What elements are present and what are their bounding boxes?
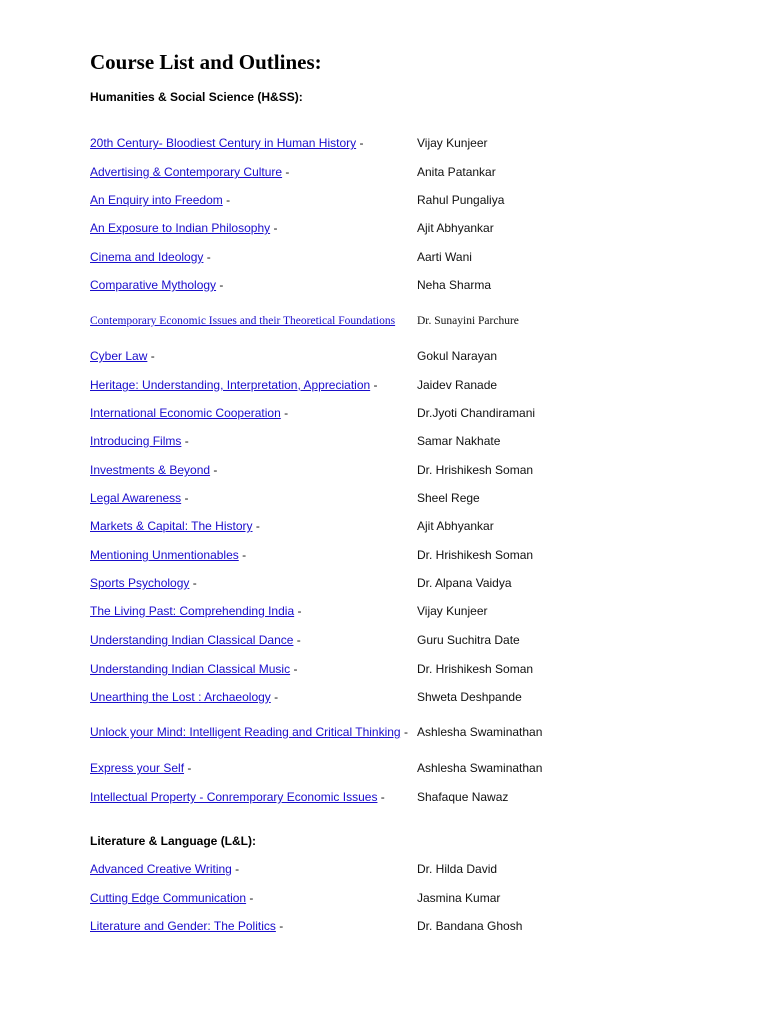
course-link[interactable]: Sports Psychology	[90, 576, 190, 590]
instructor-name: Ajit Abhyankar	[417, 221, 494, 235]
course-separator: -	[238, 548, 247, 562]
instructor-name: Dr. Bandana Ghosh	[417, 919, 523, 933]
course-link[interactable]: The Living Past: Comprehending India	[90, 604, 295, 618]
course-row	[90, 270, 730, 300]
instructor-name: Dr. Alpana Vaidya	[417, 576, 512, 590]
course-separator: -	[189, 576, 197, 590]
instructor-name: Gokul Narayan	[417, 349, 498, 363]
instructor-name: Dr. Hrishikesh Soman	[417, 662, 534, 676]
instructor-name: Dr.Jyoti Chandiramani	[417, 406, 536, 420]
course-row	[90, 213, 730, 243]
course-separator: -	[400, 725, 408, 739]
instructor-name: Dr. Sunayini Parchure	[417, 315, 519, 327]
course-link[interactable]: Introducing Films	[90, 434, 182, 448]
course-cell	[90, 919, 417, 933]
course-cell	[90, 862, 417, 876]
instructor-name: Vijay Kunjeer	[417, 136, 488, 150]
course-cell	[90, 633, 417, 647]
course-link[interactable]: Cutting Edge Communication	[90, 891, 247, 905]
course-row	[90, 568, 730, 598]
course-link[interactable]: Mentioning Unmentionables	[90, 548, 239, 562]
instructor-name: Vijay Kunjeer	[417, 604, 488, 618]
course-row	[90, 883, 730, 913]
course-link[interactable]: Contemporary Economic Issues and their Theoretical Foundations	[90, 315, 396, 327]
course-link[interactable]: Unearthing the Lost : Archaeology	[90, 690, 271, 704]
course-link[interactable]: Unlock your Mind: Intelligent Reading and Critical Thinking	[90, 725, 401, 739]
instructor-name: Rahul Pungaliya	[417, 193, 505, 207]
course-cell	[90, 165, 417, 179]
course-row	[90, 753, 730, 783]
course-separator: -	[246, 891, 254, 905]
course-cell	[90, 314, 417, 328]
course-cell	[90, 761, 417, 775]
course-separator: -	[377, 790, 385, 804]
course-link[interactable]: Cyber Law	[90, 349, 148, 363]
course-separator: -	[293, 633, 301, 647]
instructor-name: Anita Patankar	[417, 165, 496, 179]
instructor-name: Ajit Abhyankar	[417, 519, 494, 533]
course-cell	[90, 604, 417, 618]
instructor-name: Jasmina Kumar	[417, 891, 501, 905]
course-row	[90, 782, 730, 812]
course-cell	[90, 193, 417, 207]
course-row	[90, 242, 730, 272]
course-separator: -	[270, 221, 278, 235]
course-cell	[90, 548, 417, 562]
course-link[interactable]: An Enquiry into Freedom	[90, 193, 223, 207]
course-row	[90, 682, 730, 712]
course-cell	[90, 378, 417, 392]
instructor-name: Sheel Rege	[417, 491, 480, 505]
instructor-name: Jaidev Ranade	[417, 378, 498, 392]
course-separator: -	[203, 250, 211, 264]
course-separator: -	[294, 604, 302, 618]
course-separator: -	[231, 862, 240, 876]
course-link[interactable]: 20th Century- Bloodiest Century in Human History	[90, 136, 357, 150]
course-link[interactable]: International Economic Cooperation	[90, 406, 281, 420]
course-cell	[90, 662, 417, 676]
course-row	[90, 625, 730, 655]
course-cell	[90, 891, 417, 905]
course-separator: -	[181, 491, 189, 505]
course-separator: -	[252, 519, 260, 533]
course-link[interactable]: Literature and Gender: The Politics	[90, 919, 276, 933]
course-link[interactable]: Cinema and Ideology	[90, 250, 204, 264]
course-link[interactable]: Understanding Indian Classical Dance	[90, 633, 294, 647]
course-link[interactable]: Comparative Mythology	[90, 278, 217, 292]
instructor-name: Ashlesha Swaminathan	[417, 761, 543, 775]
course-separator: -	[210, 463, 218, 477]
course-row	[90, 398, 730, 428]
course-link[interactable]: Understanding Indian Classical Music	[90, 662, 291, 676]
course-row	[90, 455, 730, 485]
instructor-name: Shafaque Nawaz	[417, 790, 509, 804]
course-cell	[90, 406, 417, 420]
course-link[interactable]: Express your Self	[90, 761, 185, 775]
course-separator: -	[282, 165, 290, 179]
course-row	[90, 306, 730, 336]
course-row	[90, 341, 730, 371]
course-link[interactable]: Legal Awareness	[90, 491, 182, 505]
course-row	[90, 911, 730, 941]
section-heading-ll: Literature & Language (L&L):	[90, 834, 257, 848]
course-link[interactable]: Intellectual Property - Conremporary Economic Issues	[90, 790, 378, 804]
course-link[interactable]: Advertising & Contemporary Culture	[90, 165, 283, 179]
course-cell	[90, 519, 417, 533]
course-link[interactable]: Markets & Capital: The History	[90, 519, 253, 533]
page-title: Course List and Outlines:	[90, 50, 322, 74]
course-link[interactable]: Investments & Beyond	[90, 463, 211, 477]
course-separator: -	[356, 136, 364, 150]
section-heading-hss: Humanities & Social Science (H&SS):	[90, 90, 303, 104]
instructor-name: Dr. Hrishikesh Soman	[417, 463, 534, 477]
course-separator: -	[280, 406, 289, 420]
instructor-name: Neha Sharma	[417, 278, 492, 292]
course-cell	[90, 491, 417, 505]
course-separator: -	[181, 434, 189, 448]
course-row	[90, 596, 730, 626]
course-separator: -	[290, 662, 298, 676]
course-row	[90, 185, 730, 215]
course-link[interactable]: An Exposure to Indian Philosophy	[90, 221, 271, 235]
course-separator: -	[222, 193, 231, 207]
instructor-name: Samar Nakhate	[417, 434, 501, 448]
course-cell	[90, 250, 417, 264]
instructor-name: Dr. Hilda David	[417, 862, 498, 876]
instructor-name: Aarti Wani	[417, 250, 472, 264]
course-row	[90, 511, 730, 541]
instructor-name: Dr. Hrishikesh Soman	[417, 548, 534, 562]
course-row	[90, 128, 730, 158]
course-row	[90, 157, 730, 187]
instructor-name: Ashlesha Swaminathan	[417, 725, 543, 739]
course-row	[90, 370, 730, 400]
course-separator: -	[275, 919, 284, 933]
course-cell	[90, 463, 417, 477]
course-separator: -	[370, 378, 378, 392]
course-cell	[90, 221, 417, 235]
course-link[interactable]: Advanced Creative Writing	[90, 862, 232, 876]
instructor-name: Shweta Deshpande	[417, 690, 522, 704]
course-row	[90, 717, 730, 747]
course-row	[90, 483, 730, 513]
course-cell	[90, 576, 417, 590]
course-separator: -	[270, 690, 279, 704]
course-cell	[90, 790, 417, 804]
course-separator: -	[184, 761, 192, 775]
instructor-name: Guru Suchitra Date	[417, 633, 520, 647]
course-cell	[90, 434, 417, 448]
course-cell	[90, 278, 417, 292]
course-row	[90, 854, 730, 884]
course-row	[90, 540, 730, 570]
course-cell	[90, 349, 417, 363]
course-cell	[90, 690, 417, 704]
course-cell	[90, 725, 417, 739]
course-separator: -	[216, 278, 224, 292]
course-link[interactable]: Heritage: Understanding, Interpretation, Appreciation	[90, 378, 371, 392]
course-row	[90, 426, 730, 456]
course-cell	[90, 136, 417, 150]
course-separator: -	[147, 349, 155, 363]
course-row	[90, 654, 730, 684]
